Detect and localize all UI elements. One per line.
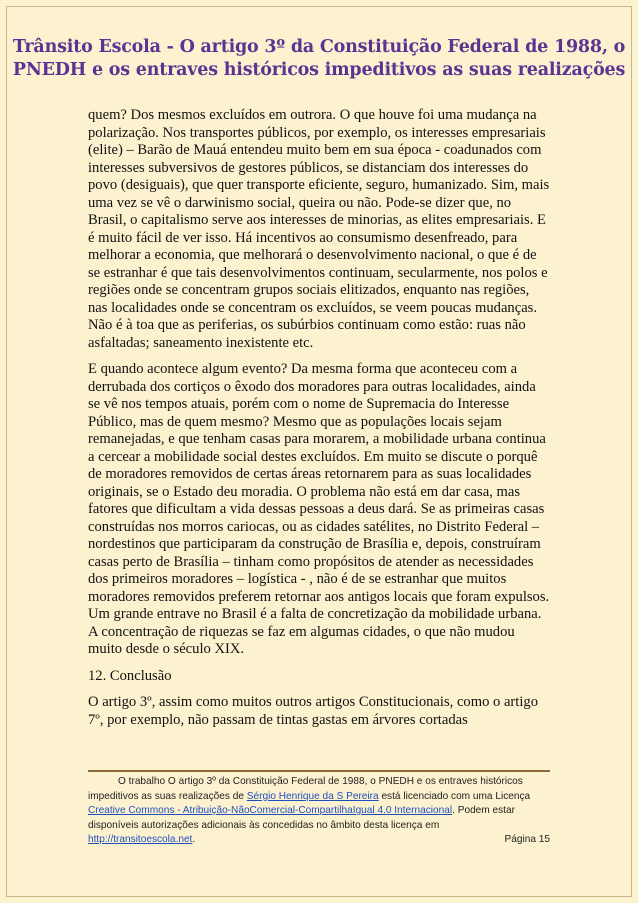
footer-text: . Podem estar disponíveis autorizações adicionais às concedidas no âmbito desta licença em [88, 805, 515, 831]
paragraph: quem? Dos mesmos excluídos em outrora. O que houve foi uma mudança na polarização. Nos transportes públicos, por exemplo, os interesses empresariais (elite) – Barão de Mauá entendeu muito bem em sua época - coadunados com interesses subversivos de gestores públicos, se distanciam dos interesses do povo (desiguais), que quer transporte eficiente, seguro, humanizado. Sim, mais uma vez se vê o darwinismo social, queira ou não. Pode-se dizer que, no Brasil, o capitalismo serve aos interesses de minorias, as elites empresariais. E é muito fácil de ver isso. Há incentivos ao consumismo desenfreado, para melhorar a economia, que melhorará o desenvolvimento nacional, o que é de se estranhar é que tais desenvolvimentos continuam, secularmente, nos polos e regiões onde se concentram grupos sociais elitizados, enquanto nas regiões, nas localidades onde se concentram os excluídos, se veem poucas mudanças. Não é à toa que as periferias, os subúrbios continuam como estão: ruas não asfaltadas; saneamento inexistente etc. [88, 107, 550, 351]
page-footer [88, 775, 550, 848]
footer-divider [88, 770, 550, 772]
footer-text: está licenciado com uma Licença [378, 790, 531, 802]
paragraph: E quando acontece algum evento? Da mesma forma que aconteceu com a derrubada dos cortiços o êxodo dos moradores para outras localidades, ainda se vê nos tempos atuais, porém com o nome de Supremacia do Interesse Público, mas de quem mesmo? Mesmo que as populações locais sejam remanejadas, e que tenham casas para morarem, a mobilidade urbana continua a cercear a mobilidade social destes excluídos. Em muito se discute o porquê de moradores removidos de certas áreas retornarem para as suas localidades originais, se o Estado deu moradia. O problema não está em dar casa, mas fatores que dificultam a vida dessas pessoas a deus dará. Se as primeiras casas construídas nos morros cariocas, ou as cidades satélites, no Distrito Federal – nordestinos que participaram da construção de Brasília e, depois, construíram casas perto de Brasília – tinham como propósitos de atender as necessidades dos primeiros moradores – logística - , não é de se estranhar que muitos moradores removidos preferem retornar aos antigos locais que foram expulsos. Um grande entrave no Brasil é a falta de concretização da mobilidade urbana. A concentração de riquezas se faz em algumas cidades, o que não mudou muito desde o século XIX. [88, 361, 550, 657]
license-link[interactable]: Creative Commons - Atribuição-NãoComercial-CompartilhaIgual 4.0 Internacional [88, 805, 453, 817]
footer-text: O trabalho O artigo 3º da Constituição Federal de 1988, o PNEDH e os entraves históricos impeditivos as suas realizações de [88, 776, 523, 802]
section-heading: 12. Conclusão [88, 667, 172, 684]
page-number: Página 15 [504, 834, 550, 846]
page-header [0, 36, 638, 82]
header-line-1: Trânsito Escola - O artigo 3º da Constituição Federal de 1988, o [12, 37, 626, 57]
document-body [88, 107, 550, 738]
footer-text: . [192, 834, 196, 846]
paragraph: O artigo 3º, assim como muitos outros artigos Constitucionais, como o artigo 7º, por exemplo, não passam de tintas gastas em árvores cortadas [88, 694, 538, 728]
author-link[interactable]: Sérgio Henrique da S Pereira [246, 790, 379, 802]
site-link[interactable]: http://transitoescola.net [88, 834, 193, 846]
header-line-2: PNEDH e os entraves históricos impeditivos as suas realizações [12, 60, 626, 80]
